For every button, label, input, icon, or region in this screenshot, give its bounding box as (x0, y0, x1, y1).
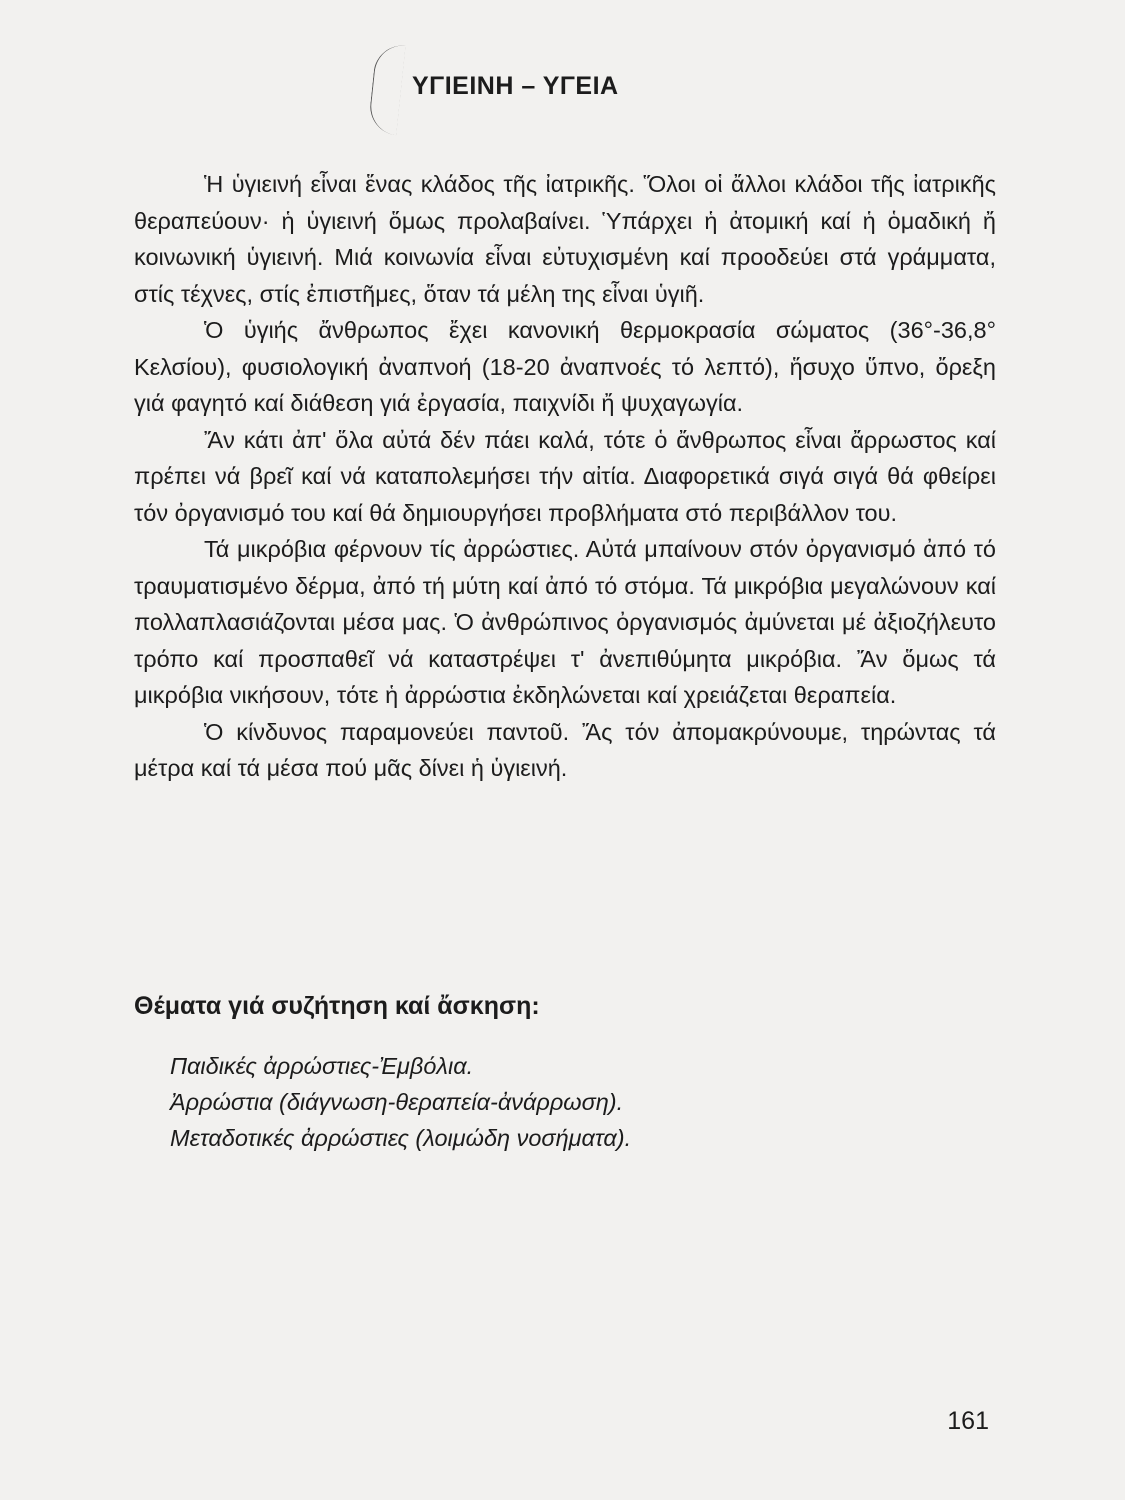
topic-item: Παιδικές ἀρρώστιες-Ἐμβόλια. (170, 1053, 474, 1079)
page-title: ΥΓΙΕΙΝΗ – ΥΓΕΙΑ (412, 72, 619, 100)
body-text (134, 166, 996, 787)
topic-item: Ἀρρώστια (διάγνωση-θεραπεία-ἀνάρρωση). (170, 1089, 624, 1115)
paragraph: Τά μικρόβια φέρνουν τίς ἀρρώστιες. Αὐτά μπαίνουν στόν ὀργανισμό ἀπό τό τραυματισμένο δέρμα, ἀπό τή μύτη καί ἀπό τό στόμα. Τά μικρόβια μεγαλώνουν καί πολλαπλασιάζονται μέσα μας. Ὁ ἀνθρώπινος ὀργανισμός ἀμύνεται μέ ἀξιοζήλευτο τρόπο καί προσπαθεῖ νά καταστρέψει τ' ἀνεπιθύμητα μικρόβια. Ἄν ὅμως τά μικρόβια νικήσουν, τότε ἡ ἀρρώστια ἐκδηλώνεται καί χρειάζεται θεραπεία. (134, 536, 996, 708)
topic-item: Μεταδοτικές ἀρρώστιες (λοιμώδη νοσήματα). (170, 1125, 632, 1151)
paragraph: Ἄν κάτι ἀπ' ὅλα αὐτά δέν πάει καλά, τότε ὁ ἄνθρωπος εἶναι ἄρρωστος καί πρέπει νά βρεῖ καί νά καταπολεμήσει τήν αἰτία. Διαφορετικά σιγά σιγά θά φθείρει τόν ὀργανισμό του καί θά δημιουργήσει προβλήματα στό περιβάλλον του. (134, 426, 996, 526)
discussion-heading: Θέματα γιά συζήτηση καί ἄσκηση: (134, 992, 540, 1020)
paragraph: Ὁ ὑγιής ἄνθρωπος ἔχει κανονική θερμοκρασία σώματος (36°-36,8° Κελσίου), φυσιολογική ἀναπνοή (18-20 ἀναπνοές τό λεπτό), ἥσυχο ὕπνο, ὄρεξη γιά φαγητό καί διάθεση γιά ἐργασία, παιχνίδι ἤ ψυχαγωγία. (134, 317, 996, 416)
paragraph: Ὁ κίνδυνος παραμονεύει παντοῦ. Ἄς τόν ἀπομακρύνουμε, τηρώντας τά μέτρα καί τά μέσα πού μᾶς δίνει ἡ ὑγιεινή. (134, 718, 996, 781)
page-number: 161 (947, 1407, 989, 1435)
decorative-bracket (367, 43, 405, 136)
discussion-topics (170, 1048, 631, 1156)
paragraph: Ἡ ὑγιεινή εἶναι ἕνας κλάδος τῆς ἰατρικῆς. Ὅλοι οἱ ἄλλοι κλάδοι τῆς ἰατρικῆς θεραπεύουν· ἡ ὑγιεινή ὅμως προλαβαίνει. Ὑπάρχει ἡ ἀτομική καί ἡ ὁμαδική ἤ κοινωνική ὑγιεινή. Μιά κοινωνία εἶναι εὐτυχισμένη καί προοδεύει στά γράμματα, στίς τέχνες, στίς ἐπιστῆμες, ὅταν τά μέλη της εἶναι ὑγιῆ. (134, 171, 996, 307)
